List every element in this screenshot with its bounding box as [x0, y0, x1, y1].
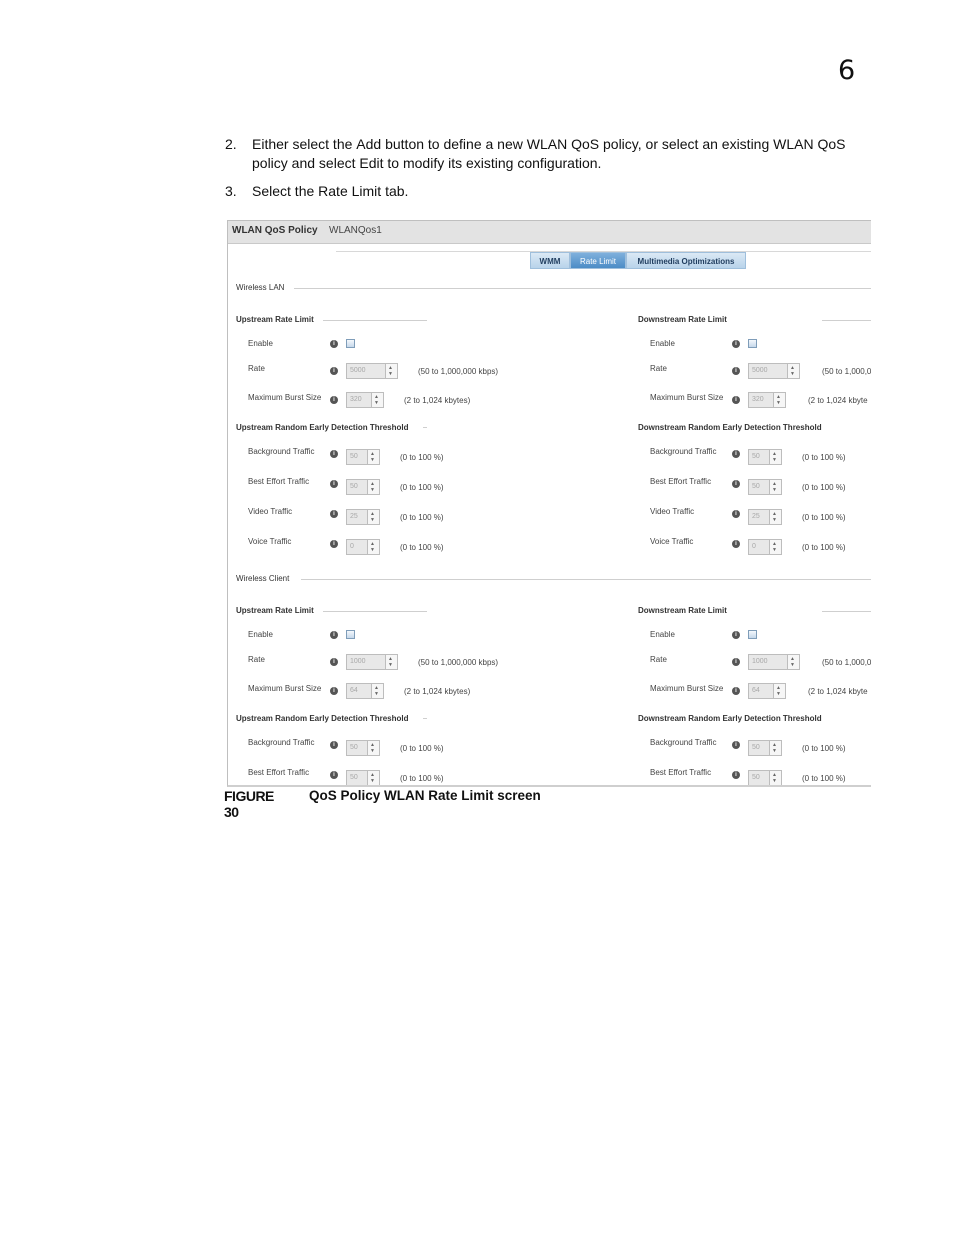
tab-wmm[interactable]: WMM — [530, 252, 570, 269]
upstream-rate-limit-title: Upstream Rate Limit — [236, 315, 314, 324]
red-row-label: Background Traffic — [248, 738, 315, 747]
spin-up-icon[interactable]: ▲ — [370, 451, 375, 457]
numeric-spinner[interactable] — [346, 479, 380, 495]
red-row-label: Voice Traffic — [248, 537, 292, 546]
red-range-hint: (0 to 100 %) — [400, 774, 444, 783]
red-range-hint: (0 to 100 %) — [802, 483, 846, 492]
spin-up-icon[interactable]: ▲ — [370, 772, 375, 778]
step-2 — [225, 135, 885, 175]
info-icon[interactable]: i — [330, 396, 338, 404]
spin-down-icon[interactable]: ▼ — [374, 400, 379, 406]
info-icon[interactable]: i — [330, 771, 338, 779]
spin-down-icon[interactable]: ▼ — [370, 487, 375, 493]
section-title: Wireless LAN — [236, 283, 285, 292]
spinner-value: 50 — [350, 774, 358, 781]
spinner-buttons[interactable] — [787, 655, 799, 669]
spinner-value: 320 — [752, 396, 764, 403]
spin-up-icon[interactable]: ▲ — [776, 685, 781, 691]
upstream-rate-limit-title: Upstream Rate Limit — [236, 606, 314, 615]
spinner-buttons[interactable] — [371, 393, 383, 407]
info-icon[interactable]: i — [330, 450, 338, 458]
subsection-divider — [822, 320, 871, 321]
enable-label: Enable — [650, 339, 675, 348]
spinner-value: 64 — [752, 687, 760, 694]
rate-range-hint: (50 to 1,000,000 kbps) — [418, 658, 499, 667]
numeric-spinner[interactable] — [748, 683, 786, 699]
spin-up-icon[interactable]: ▲ — [776, 394, 781, 400]
info-icon[interactable]: i — [732, 396, 740, 404]
info-icon[interactable]: i — [732, 340, 740, 348]
spinner-value: 50 — [350, 483, 358, 490]
burst-range-hint: (2 to 1,024 kbytes) — [404, 396, 471, 405]
max-burst-size-label: Maximum Burst Size — [248, 393, 322, 402]
spin-up-icon[interactable]: ▲ — [790, 656, 795, 662]
info-icon[interactable]: i — [732, 510, 740, 518]
spin-up-icon[interactable]: ▲ — [370, 742, 375, 748]
subsection-divider — [423, 718, 427, 719]
red-row-label: Background Traffic — [248, 447, 315, 456]
upstream-red-threshold-title: Upstream Random Early Detection Threshold — [236, 714, 409, 723]
spinner-buttons[interactable] — [769, 741, 781, 755]
spinner-value: 50 — [350, 453, 358, 460]
spinner-buttons[interactable] — [367, 480, 379, 494]
spin-down-icon[interactable]: ▼ — [772, 778, 777, 784]
numeric-spinner[interactable] — [748, 479, 782, 495]
red-range-hint: (0 to 100 %) — [400, 453, 444, 462]
info-icon[interactable]: i — [330, 340, 338, 348]
max-burst-size-label: Maximum Burst Size — [248, 684, 322, 693]
max-burst-size-label: Maximum Burst Size — [650, 684, 724, 693]
info-icon[interactable]: i — [330, 540, 338, 548]
spin-down-icon[interactable]: ▼ — [772, 517, 777, 523]
section-title: Wireless Client — [236, 574, 290, 583]
rate-label: Rate — [650, 655, 667, 664]
info-icon[interactable]: i — [732, 450, 740, 458]
numeric-spinner[interactable] — [346, 683, 384, 699]
red-row-label: Voice Traffic — [650, 537, 694, 546]
numeric-spinner[interactable] — [748, 740, 782, 756]
info-icon[interactable]: i — [330, 480, 338, 488]
spinner-value: 50 — [752, 453, 760, 460]
spin-down-icon[interactable]: ▼ — [370, 748, 375, 754]
window-title-bar — [228, 221, 871, 244]
spin-down-icon[interactable]: ▼ — [370, 547, 375, 553]
red-row-label: Background Traffic — [650, 447, 717, 456]
rate-label: Rate — [248, 364, 265, 373]
downstream-enable-checkbox[interactable] — [748, 339, 757, 348]
info-icon[interactable]: i — [330, 658, 338, 666]
spin-down-icon[interactable]: ▼ — [790, 662, 795, 668]
numeric-spinner[interactable] — [748, 509, 782, 525]
info-icon[interactable]: i — [732, 540, 740, 548]
spinner-buttons[interactable] — [773, 684, 785, 698]
enable-label: Enable — [650, 630, 675, 639]
subsection-divider — [423, 427, 427, 428]
spinner-buttons[interactable] — [787, 364, 799, 378]
figure-title: QoS Policy WLAN Rate Limit screen — [309, 788, 541, 803]
spin-down-icon[interactable]: ▼ — [772, 487, 777, 493]
rate-range-hint: (50 to 1,000,0 — [822, 367, 871, 376]
info-icon[interactable]: i — [330, 741, 338, 749]
burst-range-hint: (2 to 1,024 kbyte — [808, 687, 868, 696]
spinner-buttons[interactable] — [367, 741, 379, 755]
spin-up-icon[interactable]: ▲ — [374, 685, 379, 691]
numeric-spinner[interactable] — [346, 740, 380, 756]
spinner-buttons[interactable] — [371, 684, 383, 698]
red-range-hint: (0 to 100 %) — [400, 483, 444, 492]
red-row-label: Video Traffic — [248, 507, 293, 516]
enable-label: Enable — [248, 339, 273, 348]
spinner-buttons[interactable] — [769, 480, 781, 494]
edit-keyword: Edit — [359, 155, 384, 171]
spinner-value: 50 — [350, 744, 358, 751]
subsection-divider — [323, 611, 427, 612]
spin-up-icon[interactable]: ▲ — [374, 394, 379, 400]
downstream-red-threshold-title: Downstream Random Early Detection Threshold — [638, 423, 822, 432]
spinner-buttons[interactable] — [385, 655, 397, 669]
downstream-rate-limit-title: Downstream Rate Limit — [638, 315, 727, 324]
subsection-divider — [323, 320, 427, 321]
red-row-label: Video Traffic — [650, 507, 695, 516]
spin-up-icon[interactable]: ▲ — [772, 742, 777, 748]
spin-up-icon[interactable]: ▲ — [370, 481, 375, 487]
policy-name: WLANQos1 — [329, 225, 382, 236]
spinner-buttons[interactable] — [769, 540, 781, 554]
info-icon[interactable]: i — [732, 687, 740, 695]
spinner-value: 25 — [752, 513, 760, 520]
spin-up-icon[interactable]: ▲ — [370, 541, 375, 547]
tab-multimedia-optimizations[interactable]: Multimedia Optimizations — [626, 252, 746, 269]
red-row-label: Best Effort Traffic — [248, 477, 310, 486]
red-range-hint: (0 to 100 %) — [802, 744, 846, 753]
info-icon[interactable]: i — [732, 631, 740, 639]
numeric-spinner[interactable] — [346, 770, 380, 786]
upstream-red-threshold-title: Upstream Random Early Detection Threshold — [236, 423, 409, 432]
upstream-enable-checkbox[interactable] — [346, 339, 355, 348]
red-range-hint: (0 to 100 %) — [802, 543, 846, 552]
spin-down-icon[interactable]: ▼ — [374, 691, 379, 697]
spinner-buttons[interactable] — [769, 510, 781, 524]
tab-rate-limit[interactable]: Rate Limit — [570, 252, 626, 269]
spinner-buttons[interactable] — [773, 393, 785, 407]
spinner-value: 64 — [350, 687, 358, 694]
spinner-value: 50 — [752, 744, 760, 751]
info-icon[interactable]: i — [330, 687, 338, 695]
numeric-spinner[interactable] — [346, 509, 380, 525]
spin-up-icon[interactable]: ▲ — [772, 451, 777, 457]
spinner-buttons[interactable] — [385, 364, 397, 378]
spin-down-icon[interactable]: ▼ — [776, 691, 781, 697]
info-icon[interactable]: i — [732, 658, 740, 666]
spin-up-icon[interactable]: ▲ — [772, 481, 777, 487]
rate-limit-keyword: Rate Limit — [318, 183, 382, 199]
enable-label: Enable — [248, 630, 273, 639]
upstream-enable-checkbox[interactable] — [346, 630, 355, 639]
spin-up-icon[interactable]: ▲ — [772, 511, 777, 517]
subsection-divider — [822, 611, 871, 612]
info-icon[interactable]: i — [330, 510, 338, 518]
spinner-buttons[interactable] — [367, 540, 379, 554]
downstream-rate-limit-title: Downstream Rate Limit — [638, 606, 727, 615]
figure-number: FIGURE 30 — [224, 788, 274, 820]
downstream-red-threshold-title: Downstream Random Early Detection Threshold — [638, 714, 822, 723]
spin-up-icon[interactable]: ▲ — [388, 365, 393, 371]
downstream-enable-checkbox[interactable] — [748, 630, 757, 639]
numeric-spinner[interactable] — [346, 539, 380, 555]
numeric-spinner[interactable] — [346, 654, 398, 670]
rate-range-hint: (50 to 1,000,0 — [822, 658, 871, 667]
qos-policy-screenshot — [227, 220, 871, 787]
spinner-buttons[interactable] — [367, 450, 379, 464]
spinner-buttons[interactable] — [769, 771, 781, 785]
spinner-value: 50 — [752, 483, 760, 490]
spinner-buttons[interactable] — [367, 771, 379, 785]
spinner-value: 5000 — [350, 367, 366, 374]
burst-range-hint: (2 to 1,024 kbytes) — [404, 687, 471, 696]
rate-label: Rate — [248, 655, 265, 664]
numeric-spinner[interactable] — [748, 449, 782, 465]
spin-up-icon[interactable]: ▲ — [388, 656, 393, 662]
red-range-hint: (0 to 100 %) — [802, 774, 846, 783]
window-title: WLAN QoS Policy — [232, 225, 318, 236]
red-row-label: Best Effort Traffic — [650, 477, 712, 486]
numeric-spinner[interactable] — [748, 363, 800, 379]
chapter-number: 6 — [838, 55, 856, 86]
red-range-hint: (0 to 100 %) — [400, 543, 444, 552]
spin-down-icon[interactable]: ▼ — [370, 778, 375, 784]
spin-down-icon[interactable]: ▼ — [772, 457, 777, 463]
info-icon[interactable]: i — [732, 367, 740, 375]
spinner-value: 0 — [752, 543, 756, 550]
info-icon[interactable]: i — [330, 367, 338, 375]
spinner-buttons[interactable] — [769, 450, 781, 464]
info-icon[interactable]: i — [732, 480, 740, 488]
step-number: 2. — [225, 136, 237, 152]
spin-down-icon[interactable]: ▼ — [370, 457, 375, 463]
red-row-label: Best Effort Traffic — [650, 768, 712, 777]
step-number: 3. — [225, 183, 237, 199]
spin-up-icon[interactable]: ▲ — [772, 541, 777, 547]
spin-down-icon[interactable]: ▼ — [790, 371, 795, 377]
step-text: Select the Rate Limit tab. — [252, 183, 409, 199]
max-burst-size-label: Maximum Burst Size — [650, 393, 724, 402]
spinner-value: 5000 — [752, 367, 768, 374]
spin-up-icon[interactable]: ▲ — [790, 365, 795, 371]
rate-range-hint: (50 to 1,000,000 kbps) — [418, 367, 499, 376]
numeric-spinner[interactable] — [748, 770, 782, 786]
section-divider — [301, 579, 871, 580]
spin-down-icon[interactable]: ▼ — [776, 400, 781, 406]
section-divider — [294, 288, 871, 289]
spin-up-icon[interactable]: ▲ — [772, 772, 777, 778]
spinner-buttons[interactable] — [367, 510, 379, 524]
spinner-value: 25 — [350, 513, 358, 520]
red-range-hint: (0 to 100 %) — [400, 744, 444, 753]
step-3 — [225, 182, 885, 202]
red-row-label: Background Traffic — [650, 738, 717, 747]
add-keyword: Add — [356, 136, 382, 152]
info-icon[interactable]: i — [732, 741, 740, 749]
info-icon[interactable]: i — [732, 771, 740, 779]
spinner-value: 1000 — [350, 658, 366, 665]
burst-range-hint: (2 to 1,024 kbyte — [808, 396, 868, 405]
spinner-value: 0 — [350, 543, 354, 550]
numeric-spinner[interactable] — [748, 654, 800, 670]
spin-down-icon[interactable]: ▼ — [772, 547, 777, 553]
step-text: Either select the Add button to define a new WLAN QoS policy, or select an existing WLAN QoS policy and select Edit to modify its existing configuration. — [252, 136, 846, 171]
numeric-spinner[interactable] — [748, 392, 786, 408]
info-icon[interactable]: i — [330, 631, 338, 639]
rate-label: Rate — [650, 364, 667, 373]
numeric-spinner[interactable] — [748, 539, 782, 555]
spin-up-icon[interactable]: ▲ — [370, 511, 375, 517]
numeric-spinner[interactable] — [346, 363, 398, 379]
red-row-label: Best Effort Traffic — [248, 768, 310, 777]
numeric-spinner[interactable] — [346, 392, 384, 408]
red-range-hint: (0 to 100 %) — [802, 453, 846, 462]
spinner-value: 1000 — [752, 658, 768, 665]
numeric-spinner[interactable] — [346, 449, 380, 465]
red-range-hint: (0 to 100 %) — [400, 513, 444, 522]
spinner-value: 50 — [752, 774, 760, 781]
spin-down-icon[interactable]: ▼ — [370, 517, 375, 523]
spin-down-icon[interactable]: ▼ — [388, 371, 393, 377]
spinner-value: 320 — [350, 396, 362, 403]
spin-down-icon[interactable]: ▼ — [772, 748, 777, 754]
red-range-hint: (0 to 100 %) — [802, 513, 846, 522]
spin-down-icon[interactable]: ▼ — [388, 662, 393, 668]
